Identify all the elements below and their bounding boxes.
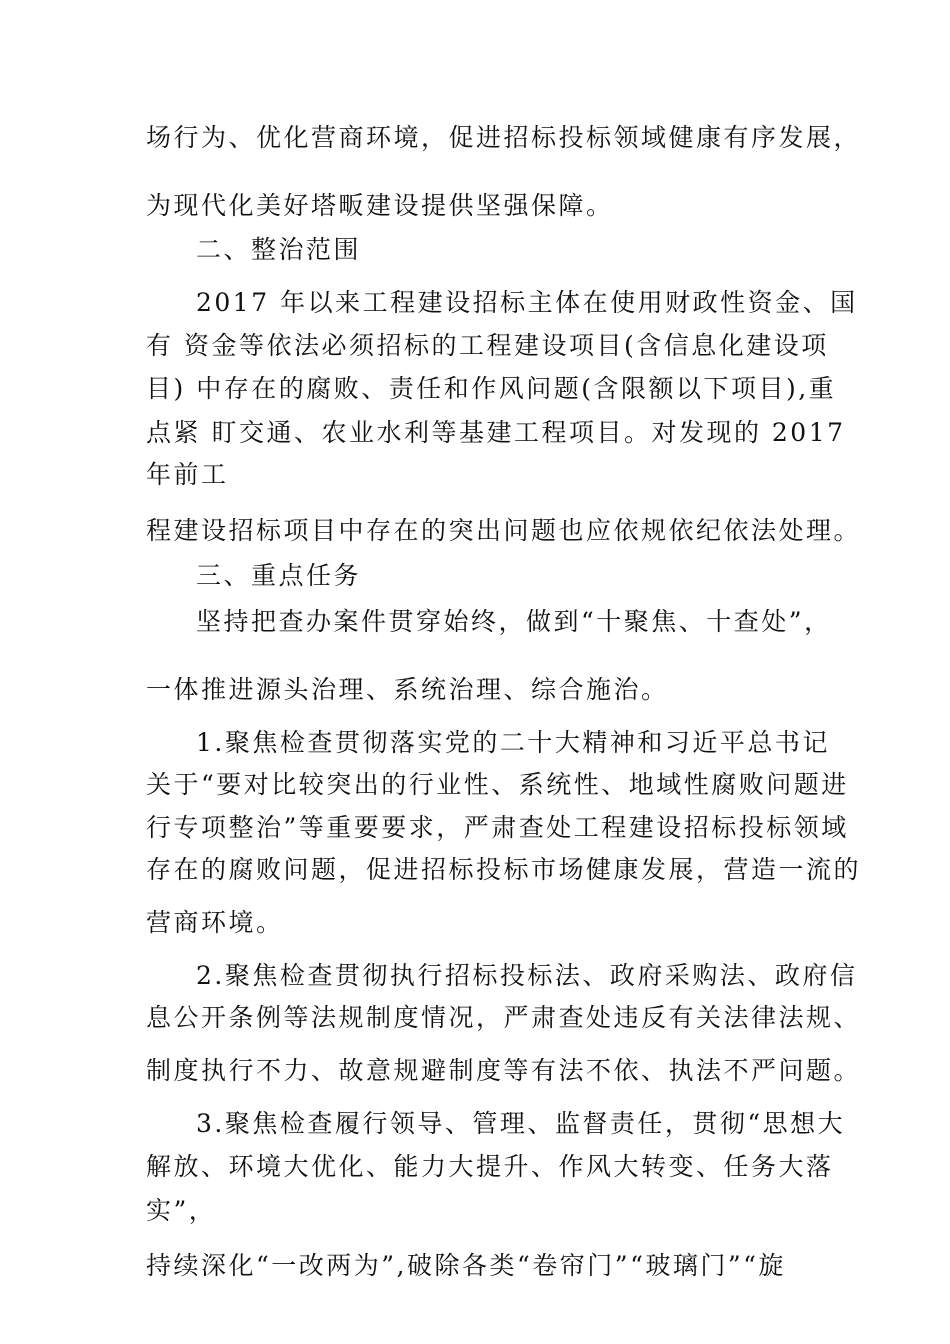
paragraph-line: 有 资金等依法必须招标的工程建设项目(含信息化建设项	[146, 331, 829, 360]
paragraph-line: 关于“要对比较突出的行业性、系统性、地域性腐败问题进	[146, 770, 849, 799]
paragraph-line: 解放、环境大优化、能力大提升、作风大转变、任务大落	[146, 1152, 834, 1181]
section-heading: 三、重点任务	[196, 561, 362, 590]
paragraph-line: 2017 年以来工程建设招标主体在使用财政性资金、国	[196, 288, 858, 317]
paragraph-line: 息公开条例等法规制度情况，严肃查处违反有关法律法规、	[146, 1003, 862, 1032]
paragraph-line: 程建设招标项目中存在的突出问题也应依规依纪依法处理。	[146, 516, 862, 545]
paragraph-line: 存在的腐败问题，促进招标投标市场健康发展，营造一流的	[146, 855, 862, 884]
paragraph-line: 3.聚焦检查履行领导、管理、监督责任，贯彻“思想大	[196, 1109, 846, 1138]
paragraph-line: 1.聚焦检查贯彻落实党的二十大精神和习近平总书记	[196, 728, 830, 757]
paragraph-line: 行专项整治”等重要要求，严肃查处工程建设招标投标领域	[146, 813, 849, 842]
section-heading: 二、整治范围	[196, 235, 362, 264]
paragraph-line: 2.聚焦检查贯彻执行招标投标法、政府采购法、政府信	[196, 961, 858, 990]
paragraph-line: 实”，	[146, 1196, 217, 1225]
paragraph-line: 一体推进源头治理、系统治理、综合施治。	[146, 675, 669, 704]
paragraph-line: 坚持把查办案件贯穿始终，做到“十聚焦、十查处”，	[196, 607, 832, 636]
paragraph-line: 制度执行不力、故意规避制度等有法不依、执法不严问题。	[146, 1056, 862, 1085]
paragraph-line: 年前工	[146, 460, 229, 489]
paragraph-line: 持续深化“一改两为”,破除各类“卷帘门”“玻璃门”“旋	[146, 1251, 786, 1280]
paragraph-line: 为现代化美好塔畈建设提供坚强保障。	[146, 191, 614, 220]
paragraph-line: 营商环境。	[146, 908, 284, 937]
paragraph-line: 场行为、优化营商环境，促进招标投标领域健康有序发展，	[146, 123, 862, 152]
paragraph-line: 点紧 盯交通、农业水利等基建工程项目。对发现的 2017	[146, 418, 846, 447]
paragraph-line: 目) 中存在的腐败、责任和作风问题(含限额以下项目),重	[146, 374, 837, 403]
